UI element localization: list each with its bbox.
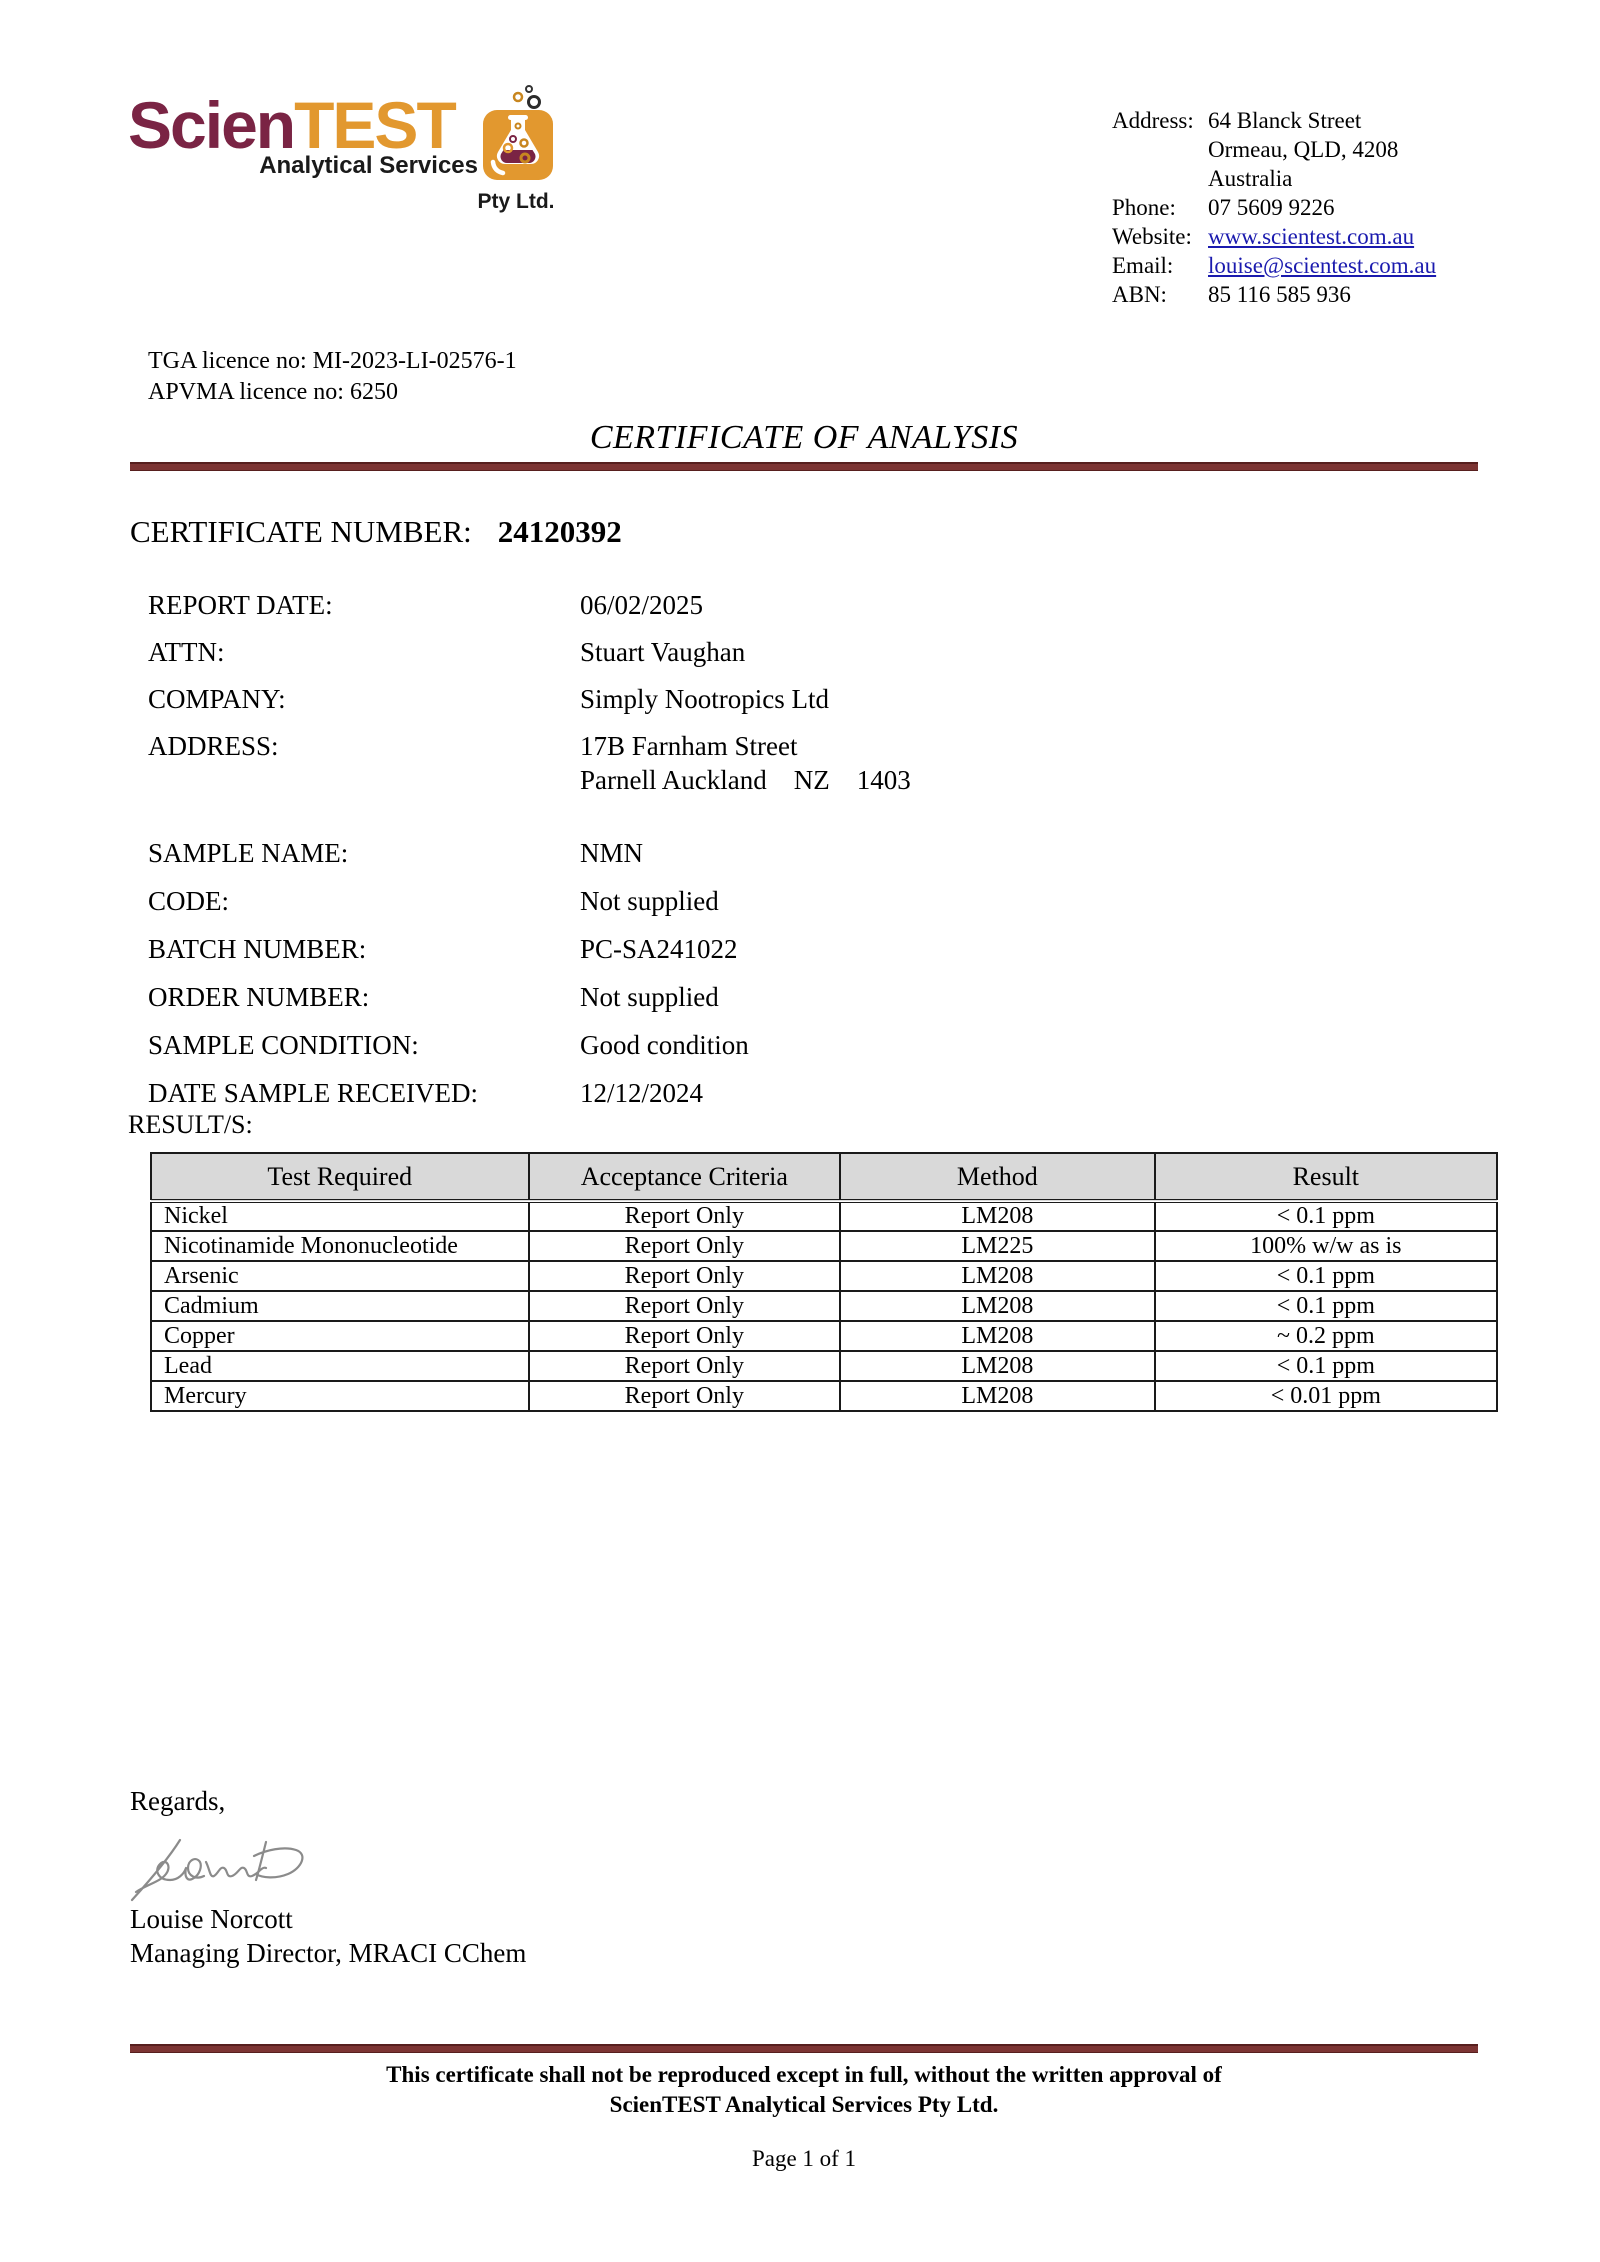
table-cell: Report Only [529, 1321, 841, 1351]
table-cell: 100% w/w as is [1155, 1231, 1497, 1261]
table-cell: Report Only [529, 1201, 841, 1231]
certificate-number-line [130, 514, 622, 550]
address-line: Australia [1208, 166, 1293, 191]
table-cell: Arsenic [151, 1261, 529, 1291]
column-header: Method [840, 1153, 1154, 1201]
detail-label: ORDER NUMBER: [148, 982, 370, 1012]
apvma-licence: APVMA licence no: 6250 [148, 379, 398, 405]
signature-image [126, 1822, 346, 1912]
table-cell: Nicotinamide Mononucleotide [151, 1231, 529, 1261]
table-cell: Nickel [151, 1201, 529, 1231]
detail-value: Good condition [580, 1030, 749, 1060]
detail-row [148, 932, 911, 966]
table-cell: < 0.1 ppm [1155, 1351, 1497, 1381]
table-cell: LM208 [840, 1261, 1154, 1291]
signatory-block [130, 1902, 526, 1970]
detail-value: NMN [580, 838, 644, 868]
table-cell: Report Only [529, 1231, 841, 1261]
detail-label: BATCH NUMBER: [148, 934, 367, 964]
column-header: Acceptance Criteria [529, 1153, 841, 1201]
contact-block [1112, 106, 1436, 309]
phone-label: Phone: [1112, 195, 1176, 220]
website-label: Website: [1112, 224, 1192, 249]
page-number: Page 1 of 1 [751, 2146, 857, 2171]
address-line: 64 Blanck Street [1208, 108, 1362, 133]
logo-pty-ltd: Pty Ltd. [477, 190, 555, 213]
table-cell: Mercury [151, 1381, 529, 1411]
website-link[interactable]: www.scientest.com.au [1208, 224, 1415, 249]
detail-value [580, 729, 911, 797]
table-row [151, 1321, 1497, 1351]
table-cell: LM208 [840, 1291, 1154, 1321]
table-row [151, 1231, 1497, 1261]
address-label: Address: [1112, 108, 1194, 133]
detail-row [148, 884, 911, 918]
table-row [151, 1351, 1497, 1381]
details-block [148, 588, 911, 1124]
results-heading: RESULT/S: [128, 1110, 253, 1139]
contact-address-row [1112, 106, 1436, 193]
footer-line-2: ScienTEST Analytical Services Pty Ltd. [609, 2092, 999, 2117]
detail-label: REPORT DATE: [148, 590, 333, 620]
email-label: Email: [1112, 253, 1174, 278]
table-row [151, 1261, 1497, 1291]
divider-rule-top [130, 462, 1478, 471]
contact-email-row [1112, 251, 1436, 280]
detail-label: ATTN: [148, 637, 225, 667]
signatory-name: Louise Norcott [130, 1904, 293, 1934]
address-value-line: 17B Farnham Street [580, 731, 798, 761]
contact-phone-row [1112, 193, 1436, 222]
detail-row [148, 682, 911, 716]
table-cell: LM208 [840, 1321, 1154, 1351]
detail-row [148, 1076, 911, 1110]
address-line: Ormeau, QLD, 4208 [1208, 137, 1399, 162]
detail-label: DATE SAMPLE RECEIVED: [148, 1078, 478, 1108]
detail-value: Not supplied [580, 982, 719, 1012]
footer-disclaimer [130, 2060, 1478, 2120]
footer-line-1: This certificate shall not be reproduced except in full, without the written approval of [386, 2062, 1222, 2087]
detail-value: PC-SA241022 [580, 934, 738, 964]
table-cell: < 0.1 ppm [1155, 1201, 1497, 1231]
email-link[interactable]: louise@scientest.com.au [1208, 253, 1437, 278]
table-cell: < 0.01 ppm [1155, 1381, 1497, 1411]
detail-label: CODE: [148, 886, 229, 916]
table-row [151, 1381, 1497, 1411]
signature-greeting: Regards, [130, 1786, 226, 1816]
tga-licence: TGA licence no: MI-2023-LI-02576-1 [148, 348, 517, 374]
contact-website-row [1112, 222, 1436, 251]
results-table [150, 1152, 1498, 1412]
detail-value: Not supplied [580, 886, 719, 916]
document-title: CERTIFICATE OF ANALYSIS [589, 419, 1019, 456]
detail-label: ADDRESS: [148, 731, 279, 761]
detail-label: SAMPLE CONDITION: [148, 1030, 419, 1060]
logo-subtitle: Analytical Services [259, 152, 478, 179]
detail-row [148, 1028, 911, 1062]
contact-abn-row [1112, 280, 1436, 309]
table-cell: Report Only [529, 1261, 841, 1291]
licence-block [148, 346, 517, 408]
column-header: Result [1155, 1153, 1497, 1201]
table-cell: LM208 [840, 1351, 1154, 1381]
abn-label: ABN: [1112, 282, 1167, 307]
detail-value: Stuart Vaughan [580, 637, 746, 667]
detail-label: SAMPLE NAME: [148, 838, 349, 868]
detail-label: COMPANY: [148, 684, 286, 714]
table-cell: LM208 [840, 1201, 1154, 1231]
table-row [151, 1201, 1497, 1231]
detail-row [148, 980, 911, 1014]
detail-value: 12/12/2024 [580, 1078, 704, 1108]
table-cell: Copper [151, 1321, 529, 1351]
detail-row [148, 836, 911, 870]
address-value [1208, 106, 1398, 193]
table-cell: Report Only [529, 1381, 841, 1411]
flask-icon [481, 84, 555, 184]
table-cell: Report Only [529, 1291, 841, 1321]
detail-row [148, 729, 911, 797]
table-cell: LM208 [840, 1381, 1154, 1411]
logo-test-text: TEST [294, 88, 455, 162]
table-cell: < 0.1 ppm [1155, 1291, 1497, 1321]
table-cell: < 0.1 ppm [1155, 1261, 1497, 1291]
table-cell: ~ 0.2 ppm [1155, 1321, 1497, 1351]
table-row [151, 1291, 1497, 1321]
detail-value: 06/02/2025 [580, 590, 704, 620]
detail-row [148, 635, 911, 669]
logo-scien-text: Scien [128, 88, 295, 162]
table-cell: Report Only [529, 1351, 841, 1381]
table-cell: Cadmium [151, 1291, 529, 1321]
signatory-role: Managing Director, MRACI CChem [130, 1938, 527, 1968]
results-table-body [151, 1201, 1497, 1411]
table-cell: Lead [151, 1351, 529, 1381]
phone-value: 07 5609 9226 [1208, 195, 1335, 220]
address-value-line: Parnell Auckland NZ 1403 [580, 765, 911, 795]
detail-value: Simply Nootropics Ltd [580, 684, 829, 714]
results-table-head-row [151, 1153, 1497, 1201]
detail-row [148, 588, 911, 622]
divider-rule-bottom [130, 2044, 1478, 2053]
abn-value: 85 116 585 936 [1208, 282, 1351, 307]
certificate-number-label: CERTIFICATE NUMBER: [130, 514, 472, 549]
column-header: Test Required [151, 1153, 529, 1201]
certificate-number-value: 24120392 [497, 514, 622, 549]
table-cell: LM225 [840, 1231, 1154, 1261]
company-logo [128, 88, 455, 162]
